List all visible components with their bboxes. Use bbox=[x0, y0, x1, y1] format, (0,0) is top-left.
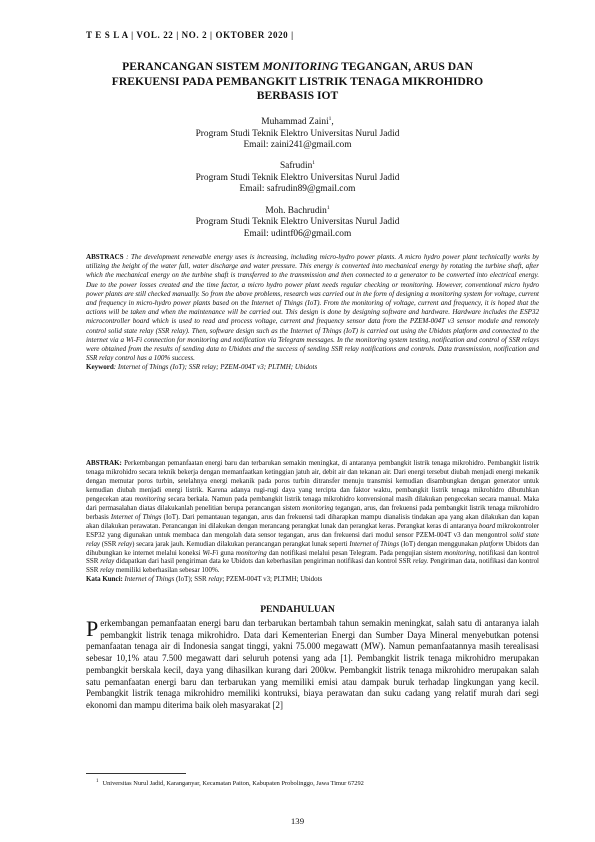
keyword-italic-term: Internet of Things bbox=[124, 575, 175, 584]
abstract-indonesian-body bbox=[86, 459, 539, 575]
title-text: PERANCANGAN SISTEM bbox=[122, 60, 263, 73]
author-email: Email: zaini241@gmail.com bbox=[243, 139, 352, 150]
author-affiliation: Program Studi Teknik Elektro Universitas Nurul Jadid bbox=[195, 217, 400, 228]
abstract-english-text: : The development renewable energy uses is increasing, including micro-hydro power plants. A micro hydro power plant technically works by utilizing the height of the water fall, water discharge and water pressure. This energy is converted into mechanical energy by rotating the turbine shaft, after which the mechanical energy on the turbine shaft is transferred to the transmission and then connected to a generator to be converted into electrical energy. Due to the power losses created and the time factor, a micro hydro power plant needs regular checking or monitoring. However, conventional micro hydro power plants are still checked manually. So from the above problems, research was carried out in the form of designing a monitoring system for voltage, current and frequency in micro-hydro power plants based on the Internet of Things (IoT). From the monitoring of voltage, current and frequency, it is hoped that the actions will be taken and when the maintenance will be carried out. This design is done by designing software and hardware. Hardware includes the ESP32 microcontroller board which is used to read and process voltage, current and frequency sensor data from the PZEM-004T v3 sensor module and remotely control solid state relay (SSR relay). Then, software design such as the Internet of Things (IoT) is carried out using the Ubidots platform and connected to the internet via a Wi-Fi connection for monitoring and notification via Telegram messages. In the monitoring system testing, notification and control of SSR relays were obtained from the results of sending data to Ubidots and the success of sending SSR relay notifications and controls. Data transmission, notification and SSR relay control has a 100% success. bbox=[86, 253, 539, 363]
abstract-text: Pengiriman data, notifikasi dan kontrol SSR bbox=[86, 557, 539, 575]
author-name-line: Muhammad Zaini$^1$, bbox=[261, 116, 334, 128]
abstract-italic-term: Internet of Things bbox=[349, 539, 400, 548]
abstract-italic-term: board bbox=[478, 521, 496, 530]
title-line-2: FREKUENSI PADA PEMBANGKIT LISTRIK TENAGA MIKROHIDRO bbox=[111, 74, 484, 88]
author-affiliation-mark: 1 bbox=[328, 116, 332, 122]
section-heading: PENDAHULUAN bbox=[260, 604, 335, 615]
abstract-text: Perkembangan pemanfaatan energi baru dan terbarukan semakin meningkat, di antaranya pembangkit listrik tenaga mikrohidro. Pembangkit listrik tenaga mikrohidro secara teknik bekerja dengan memanfaatkan ketinggian jatuh air, debit air dan tekanan air. Dari energi tersebut diubah menjadi energi mekanik dengan memutar poros turbin, setelahnya energi mekanik pada poros turbin ditransfer menuju transmisi kemudian disambungkan dengan generator untuk kemudian diubah menjadi energi listrik. Karena adanya rugi-rugi daya yang tercipta dan faktor waktu, pembangkit listrik tenaga mikrohidro dibutuhkan pengecekan atau bbox=[86, 459, 539, 503]
author-affiliation-mark: 1 bbox=[312, 160, 316, 167]
title-text: TEGANGAN, ARUS DAN bbox=[338, 60, 473, 73]
keywords-english bbox=[86, 363, 539, 372]
keyword-text: (IoT); SSR bbox=[174, 575, 209, 584]
author-affiliation-mark: 1 bbox=[326, 204, 330, 211]
keyword-italic-term: relay bbox=[208, 575, 223, 584]
author-name: Safrudin bbox=[279, 161, 313, 172]
abstract-text: ) secara jarak jauh. Kemudian dilakukan perancangan perangkat lunak seperti bbox=[132, 539, 350, 548]
author-name: Moh. Bachrudin bbox=[265, 205, 327, 216]
author-entry bbox=[60, 158, 535, 195]
abstract-text: mikrokontroler ESP32 yang digunakan untuk membaca dan mengolah data sensor tegangan, arus dan frekuensi dari modul sensor PZEM-004T v3 dan mengontrol bbox=[86, 521, 539, 539]
abstract-text: secara berkala. Namun pada pembangkit listrik tenaga mikrohidro konvensional masih dilakukan pengecekan secara manual. Maka dari permasalahan diatas dilakukanlah penelitian berupa perancangan sistem bbox=[86, 494, 539, 512]
author-entry bbox=[60, 114, 535, 151]
author-email: Email: udintf06@gmail.com bbox=[243, 228, 352, 239]
author-name-line bbox=[60, 158, 535, 173]
abstract-italic-term: relay bbox=[100, 557, 115, 566]
footnote-mark: 1 bbox=[96, 779, 99, 784]
keywords-indonesian bbox=[86, 575, 539, 584]
paper-title bbox=[60, 60, 535, 104]
abstract-text: dan notifikasi melalui pesan Telegram. Pada pengujian sistem bbox=[266, 548, 445, 557]
abstract-text: guna bbox=[218, 548, 236, 557]
abstract-text: (IoT) dengan menggunakan bbox=[399, 539, 480, 548]
abstract-italic-term: relay bbox=[100, 566, 115, 575]
drop-cap-letter: P bbox=[86, 616, 99, 641]
author-affiliation: Program Studi Teknik Elektro Universitas Nurul Jadid bbox=[195, 128, 400, 139]
title-line-3: BERBASIS IOT bbox=[256, 89, 339, 102]
keywords-english-label: Keyword bbox=[86, 363, 114, 372]
abstract-indonesian bbox=[86, 459, 539, 584]
abstract-text: tegangan, arus, dan frekuensi pada pembangkit listrik tenaga mikrohidro berbasis bbox=[86, 503, 539, 521]
abstract-italic-term: Internet of Things bbox=[110, 512, 162, 521]
abstract-text: (IoT). Dari pemantauan tegangan, arus dan frekuensi tadi diharapkan mampu dianalisis tindakan apa yang akan dilakukan dan kapan akan dilakukan perawatan. Perancangan ini dilakukan dengan merancang perangkat lunak dan perangkat keras. Perangkat keras di antaranya bbox=[86, 512, 540, 530]
title-italic-text: MONITORING bbox=[262, 60, 339, 73]
abstract-italic-term: monitoring bbox=[302, 503, 334, 512]
author-name-line bbox=[60, 203, 535, 218]
abstract-italic-term: relay. bbox=[412, 557, 429, 566]
abstract-indonesian-label: ABSTRAK: bbox=[86, 459, 122, 467]
abstract-english-body bbox=[86, 253, 539, 363]
page-number: 139 bbox=[290, 816, 305, 826]
abstract-italic-term: monitoring bbox=[235, 548, 267, 557]
journal-header: T E S L A | VOL. 22 | NO. 2 | OKTOBER 2020 | bbox=[86, 30, 294, 40]
author-email: Email: safrudin89@gmail.com bbox=[239, 184, 356, 195]
footnote bbox=[96, 779, 364, 787]
abstract-italic-term: solid state relay bbox=[86, 530, 539, 548]
keyword-text: ; PZEM-004T v3; PLTMH; Ubidots bbox=[222, 575, 323, 584]
keywords-indonesian-label: Kata Kunci: bbox=[86, 575, 123, 584]
abstract-italic-term: monitoring bbox=[444, 548, 475, 557]
author-entry bbox=[60, 203, 535, 240]
title-line-1 bbox=[60, 60, 535, 75]
abstract-text: , notifikasi dan kontrol SSR bbox=[86, 548, 539, 566]
author-name: Muhammad Zaini bbox=[261, 117, 329, 128]
author-affiliation: Program Studi Teknik Elektro Universitas Nurul Jadid bbox=[195, 172, 400, 183]
abstract-text: didapatkan dari hasil pengiriman data ke Ubidots dan keberhasilan pengiriman notifikasi dan kontrol SSR bbox=[114, 557, 413, 566]
footnote-divider bbox=[86, 773, 186, 774]
abstract-text: (SSR bbox=[100, 539, 119, 548]
abstract-italic-term: Wi-Fi bbox=[202, 548, 219, 557]
abstract-english bbox=[86, 253, 539, 373]
abstract-text: memiliki keberhasilan sebesar 100%. bbox=[114, 566, 220, 575]
abstract-text: Ubidots dan dihubungkan ke internet melalui koneksi bbox=[86, 539, 539, 557]
abstract-italic-term: relay bbox=[118, 539, 133, 548]
keywords-english-text: : Internet of Things (IoT); SSR relay; PZEM-004T v3; PLTMH; Ubidots bbox=[113, 363, 318, 372]
author-block bbox=[60, 114, 535, 247]
footnote-text: Universitas Nurul Jadid, Karanganyar, Kecamatan Paiton, Kabupaten Probolinggo, Jawa Timur 67292 bbox=[102, 780, 364, 788]
abstract-english-label: ABSTRACS bbox=[86, 253, 124, 261]
introduction-paragraph bbox=[86, 618, 539, 712]
introduction-text: erkembangan pemanfaatan energi baru dan terbarukan bertambah tahun semakin meningkat, salah satu di antaranya ialah pembangkit listrik tenaga mikrohidro. Data dari Kementerian Energi dan Sumber Daya Mineral menyebutkan potensi pemanfaatan tenaga air di Indonesia sangat tinggi, yakni 75.000 megawatt (MW). Namun pemanfaatannya masih terealisasi sebesar 10,1% atau 7.500 megawatt dari seluruh potensi yang ada [1]. Pembangkit listrik tenaga mikrohidro merupakan pembangkit berskala kecil, daya yang dihasilkan kurang dari 200kw. Pembangkit listrik tenaga mikrohidro merupakan salah satu pemanfaatan energi baru dan terbarukan yang memiliki emisi atau dampak buruk terhadap lingkungan yang kecil. Pembangkit listrik tenaga mikrohidro memiliki kontruksi, biaya perawatan dan suku cadang yang relatif murah dari segi ekonomi dan mampu diterima baik oleh masyarakat [2] bbox=[86, 618, 539, 710]
abstract-italic-term: monitoring bbox=[134, 494, 166, 503]
abstract-italic-term: platform bbox=[479, 539, 504, 548]
